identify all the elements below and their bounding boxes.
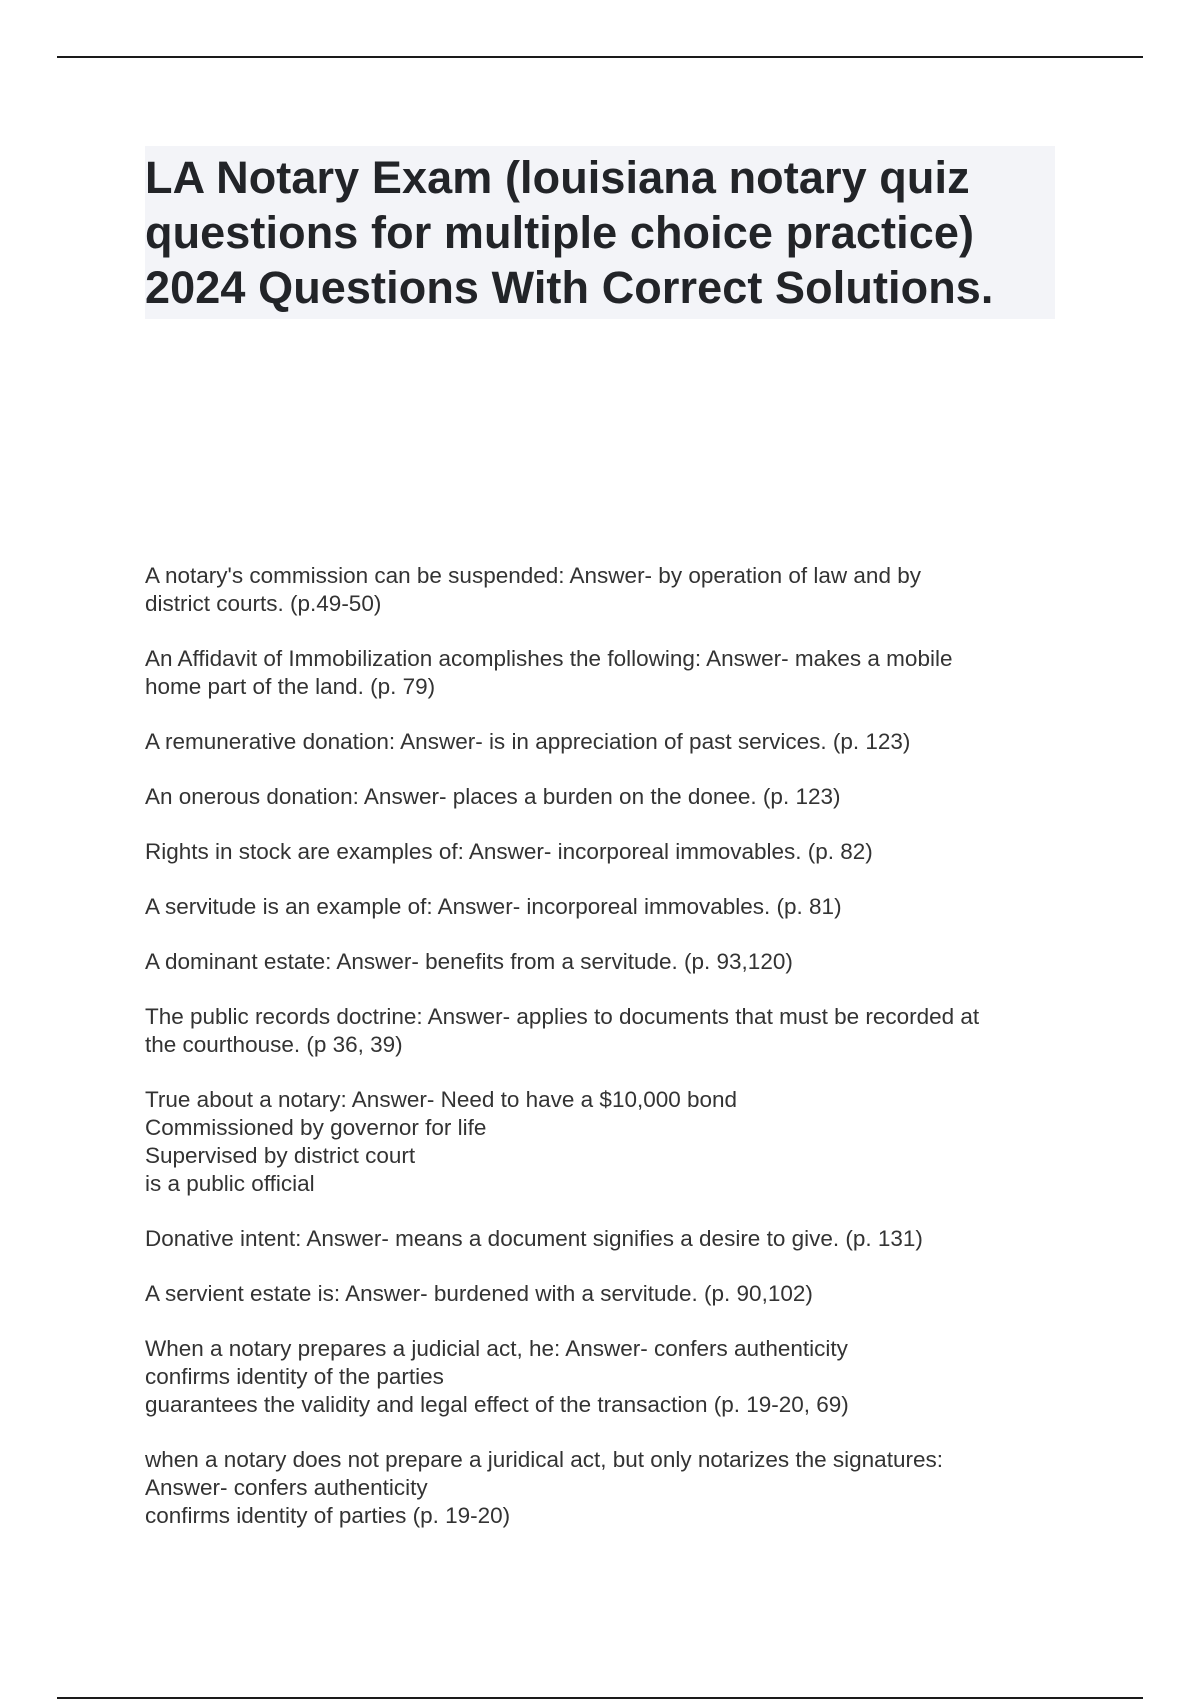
title-line: questions for multiple choice practice): [145, 207, 975, 258]
qa-line: Donative intent: Answer- means a document signifies a desire to give. (p. 131): [145, 1226, 923, 1251]
title-line: LA Notary Exam (louisiana notary quiz: [145, 152, 970, 203]
bottom-rule: [57, 1697, 1143, 1699]
qa-line: A servient estate is: Answer- burdened with a servitude. (p. 90,102): [145, 1281, 813, 1306]
qa-item: [145, 728, 1075, 756]
qa-line: confirms identity of the parties: [145, 1364, 444, 1389]
qa-item: [145, 838, 1075, 866]
qa-line: A servitude is an example of: Answer- incorporeal immovables. (p. 81): [145, 894, 842, 919]
qa-line: A dominant estate: Answer- benefits from a servitude. (p. 93,120): [145, 949, 793, 974]
qa-item: [145, 1086, 1075, 1198]
qa-line: Supervised by district court: [145, 1143, 416, 1168]
qa-item: [145, 645, 1075, 701]
qa-item: [145, 1225, 1075, 1253]
document-title: [145, 150, 1055, 315]
qa-item: [145, 1335, 1075, 1419]
qa-line: district courts. (p.49-50): [145, 591, 382, 616]
qa-line: An Affidavit of Immobilization acomplishes the following: Answer- makes a mobile: [145, 646, 953, 671]
title-line: 2024 Questions With Correct Solutions.: [145, 262, 994, 313]
qa-line: When a notary prepares a judicial act, he: Answer- confers authenticity: [145, 1336, 848, 1361]
qa-item: [145, 783, 1075, 811]
qa-line: when a notary does not prepare a juridical act, but only notarizes the signatures:: [145, 1447, 943, 1472]
qa-item: [145, 893, 1075, 921]
qa-item: [145, 948, 1075, 976]
qa-line: guarantees the validity and legal effect of the transaction (p. 19-20, 69): [145, 1392, 849, 1417]
qa-line: An onerous donation: Answer- places a burden on the donee. (p. 123): [145, 784, 841, 809]
qa-list: [145, 562, 1075, 1557]
qa-line: the courthouse. (p 36, 39): [145, 1032, 403, 1057]
qa-item: [145, 1446, 1075, 1530]
top-rule: [57, 56, 1143, 58]
qa-line: is a public official: [145, 1171, 315, 1196]
qa-line: home part of the land. (p. 79): [145, 674, 436, 699]
qa-line: Answer- confers authenticity: [145, 1475, 428, 1500]
qa-line: confirms identity of parties (p. 19-20): [145, 1503, 511, 1528]
qa-item: [145, 1003, 1075, 1059]
qa-item: [145, 1280, 1075, 1308]
qa-line: True about a notary: Answer- Need to have a $10,000 bond: [145, 1087, 738, 1112]
qa-line: Rights in stock are examples of: Answer- incorporeal immovables. (p. 82): [145, 839, 873, 864]
qa-line: The public records doctrine: Answer- applies to documents that must be recorded at: [145, 1004, 980, 1029]
qa-line: A remunerative donation: Answer- is in appreciation of past services. (p. 123): [145, 729, 911, 754]
qa-item: [145, 562, 1075, 618]
qa-line: Commissioned by governor for life: [145, 1115, 487, 1140]
document-title-block: [145, 146, 1055, 319]
qa-line: A notary's commission can be suspended: Answer- by operation of law and by: [145, 563, 921, 588]
